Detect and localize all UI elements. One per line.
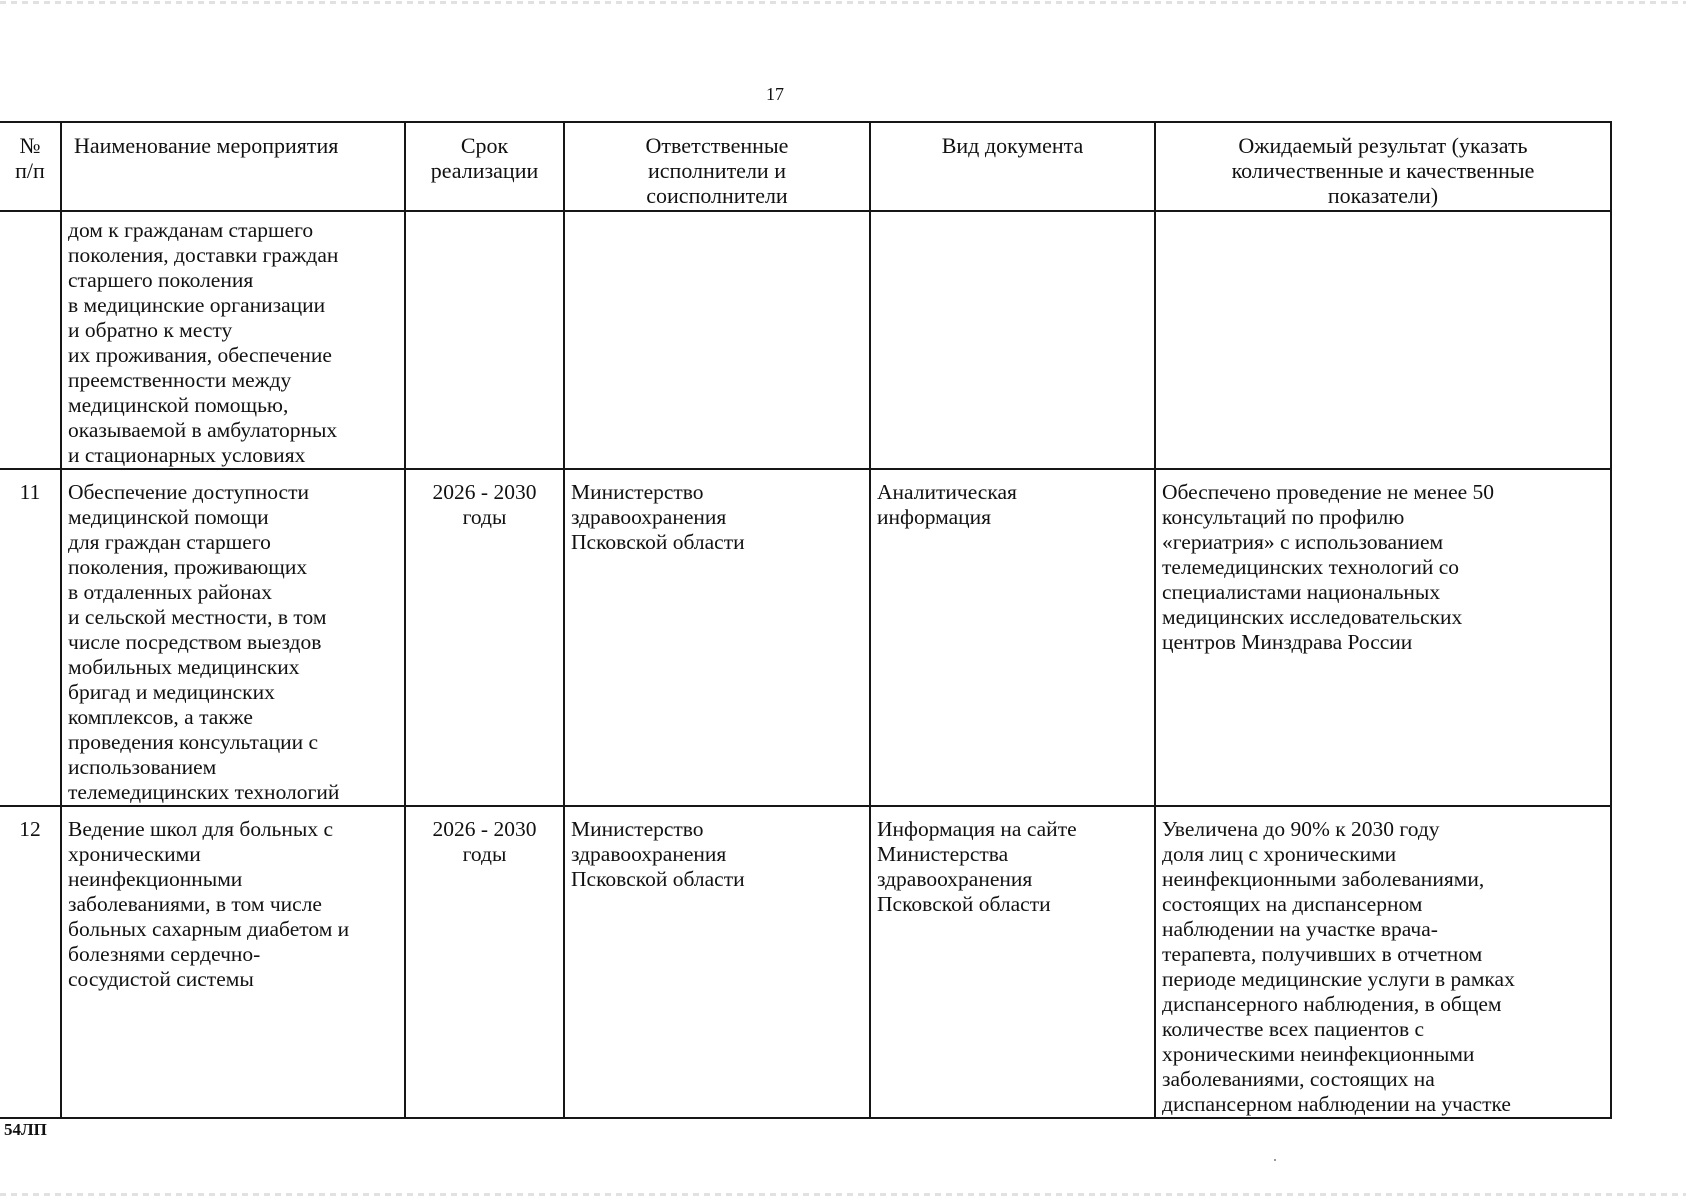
responsible-executors: Министерство здравоохранения Псковской области	[564, 806, 870, 1118]
table-row	[0, 469, 1611, 806]
event-name: Обеспечение доступности медицинской помощи для граждан старшего поколения, проживающих в отдаленных районах и сельской местности, в том числе посредством выездов мобильных медицинских бригад и медицинских комплексов, а также проведения консультации с использованием телемедицинских технологий	[61, 469, 405, 806]
table-row	[0, 211, 1611, 469]
event-name: Ведение школ для больных с хроническими неинфекционными заболеваниями, в том числе больных сахарным диабетом и болезнями сердечно- сосудистой системы	[61, 806, 405, 1118]
header-document-type: Вид документа	[870, 122, 1155, 211]
header-term: Срок реализации	[405, 122, 564, 211]
table-row	[0, 806, 1611, 1118]
implementation-term	[405, 211, 564, 469]
header-expected-result: Ожидаемый результат (указать количественные и качественные показатели)	[1155, 122, 1611, 211]
row-number: 11	[0, 469, 61, 806]
page-number: 17	[766, 84, 784, 104]
implementation-term: 2026 - 2030 годы	[405, 806, 564, 1118]
header-number: № п/п	[0, 122, 61, 211]
implementation-term: 2026 - 2030 годы	[405, 469, 564, 806]
document-footer-code: 54ЛП	[4, 1120, 47, 1139]
expected-result: Увеличена до 90% к 2030 году доля лиц с хроническими неинфекционными заболеваниями, состоящих на диспансерном наблюдении на участке врача- терапевта, получивших в отчетном периоде медицинские услуги в рамках диспансерного наблюдения, в общем количестве всех пациентов с хроническими неинфекционными заболеваниями, состоящих на диспансерном наблюдении на участке	[1155, 806, 1611, 1118]
document-type: Аналитическая информация	[870, 469, 1155, 806]
document-type: Информация на сайте Министерства здравоохранения Псковской области	[870, 806, 1155, 1118]
row-number: 12	[0, 806, 61, 1118]
expected-result: Обеспечено проведение не менее 50 консультаций по профилю «гериатрия» с использованием телемедицинских технологий со специалистами национальных медицинских исследовательских центров Минздрава России	[1155, 469, 1611, 806]
row-number	[0, 211, 61, 469]
responsible-executors	[564, 211, 870, 469]
scan-edge-top	[0, 1, 1686, 4]
header-responsible: Ответственные исполнители и соисполнители	[564, 122, 870, 211]
responsible-executors: Министерство здравоохранения Псковской области	[564, 469, 870, 806]
table-header-row	[0, 122, 1611, 211]
header-event-name: Наименование мероприятия	[61, 122, 405, 211]
measures-table	[0, 121, 1612, 1119]
scan-artifact-dot	[1274, 1159, 1276, 1161]
scan-edge-bottom	[0, 1193, 1686, 1196]
expected-result	[1155, 211, 1611, 469]
document-type	[870, 211, 1155, 469]
event-name: дом к гражданам старшего поколения, доставки граждан старшего поколения в медицинские организации и обратно к месту их проживания, обеспечение преемственности между медицинской помощью, оказываемой в амбулаторных и стационарных условиях	[61, 211, 405, 469]
